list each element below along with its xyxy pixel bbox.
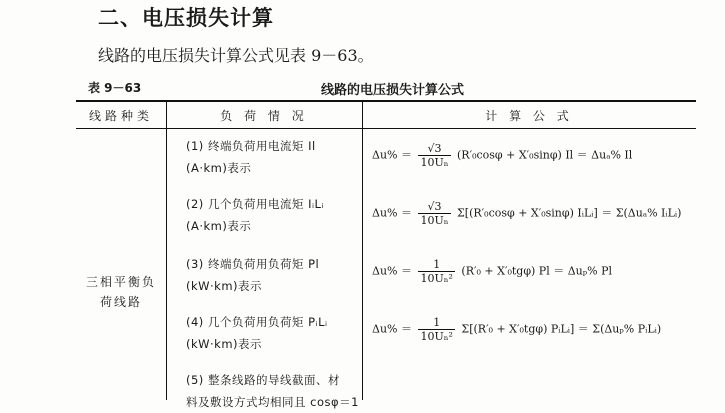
header-load-condition: 负 荷 情 况	[220, 109, 308, 123]
table-top-rule	[76, 100, 696, 102]
table-title: 线路的电压损失计算公式	[320, 83, 464, 98]
fraction-denominator: 10Uₙ²	[420, 272, 453, 285]
fraction-denominator: 10Uₙ	[420, 156, 449, 169]
formula	[372, 316, 692, 343]
formula	[372, 142, 692, 169]
table-row	[186, 193, 361, 237]
condition-line: (3) 终端负荷用负荷矩 Pl	[186, 257, 320, 271]
formula-lhs: Δu% ＝	[372, 264, 412, 278]
formula-fraction	[418, 316, 454, 343]
condition-line: (2) 几个负荷用电流矩 IᵢLᵢ	[186, 197, 325, 211]
table-row	[186, 253, 361, 297]
condition-unit: (kW·km)表示	[186, 337, 263, 351]
formula-rhs: Σ[(R′₀cosφ + X′₀sinφ) IᵢLᵢ] ＝ Σ(Δuₐ% IᵢLᵢ)	[457, 206, 682, 220]
condition-unit: (kW·km)表示	[186, 279, 263, 293]
formula-fraction	[418, 200, 450, 227]
condition-line: 料及敷设方式均相同且 cosφ＝1	[186, 395, 359, 409]
formula-lhs: Δu% ＝	[372, 148, 412, 162]
condition-unit: (A·km)表示	[186, 161, 252, 175]
formula-fraction	[418, 258, 454, 285]
table-row	[186, 311, 361, 355]
table-row	[186, 135, 361, 179]
formula	[372, 258, 692, 285]
section-heading: 二、电压损失计算	[98, 5, 274, 30]
formula-rhs: (R′₀cosφ + X′₀sinφ) Il ＝ Δuₐ% Il	[457, 148, 633, 162]
table-header-rule	[76, 128, 696, 129]
condition-line: (1) 终端负荷用电流矩 Il	[186, 139, 316, 153]
formula-rhs: (R′₀ + X′₀tgφ) Pl ＝ Δuₚ% Pl	[461, 264, 613, 278]
column-divider-2	[362, 100, 363, 400]
table-number: 表 9－63	[88, 81, 142, 95]
column-divider-1	[166, 100, 167, 400]
fraction-numerator: √3	[418, 200, 450, 214]
fraction-numerator: √3	[418, 142, 450, 156]
header-formula: 计 算 公 式	[485, 109, 573, 123]
formula-lhs: Δu% ＝	[372, 206, 412, 220]
formula-rhs: Σ[(R′₀ + X′₀tgφ) PᵢLᵢ] ＝ Σ(Δuₚ% PᵢLᵢ)	[461, 322, 662, 336]
intro-text: 线路的电压损失计算公式见表 9－63。	[98, 46, 374, 65]
condition-unit: (A·km)表示	[186, 219, 252, 233]
fraction-denominator: 10Uₙ	[420, 214, 449, 227]
fraction-denominator: 10Uₙ²	[420, 330, 453, 343]
formula-lhs: Δu% ＝	[372, 322, 412, 336]
line-type-cell: 三相平衡负荷线路	[85, 275, 156, 309]
fraction-numerator: 1	[418, 316, 454, 330]
formula-fraction	[418, 142, 450, 169]
fraction-numerator: 1	[418, 258, 454, 272]
table-row	[186, 369, 361, 413]
condition-line: (4) 几个负荷用负荷矩 PᵢLᵢ	[186, 315, 328, 329]
header-line-type: 线路种类	[88, 109, 153, 123]
formula	[372, 200, 692, 227]
condition-line: (5) 整条线路的导线截面、材	[186, 373, 340, 387]
